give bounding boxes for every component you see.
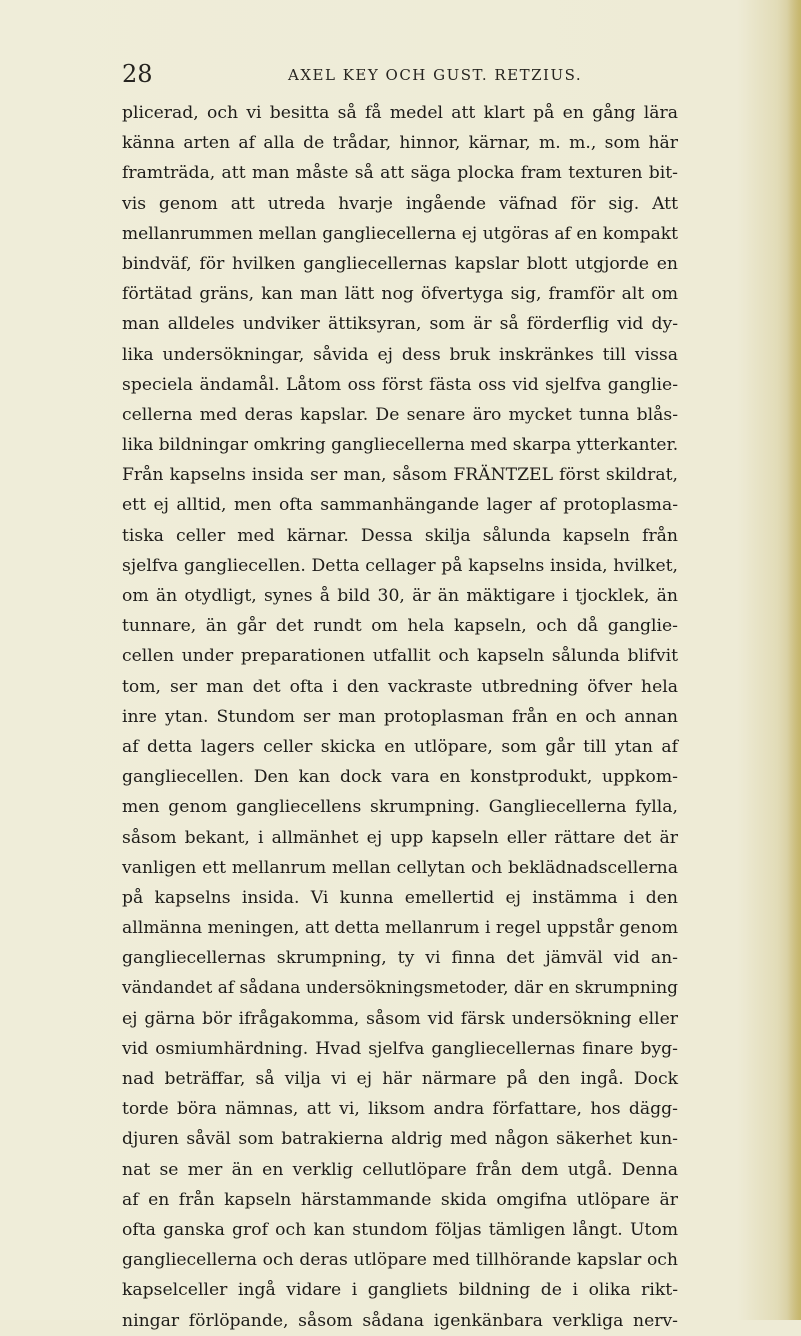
- text-line: cellen under preparationen utfallit och kapseln sålunda blifvit: [122, 646, 678, 667]
- text-line: tiska celler med kärnar. Dessa skilja sålunda kapseln från: [122, 525, 678, 546]
- text-line: af en från kapseln härstammande skida omgifna utlöpare är: [122, 1189, 678, 1210]
- text-line: gangliecellen. Den kan dock vara en konstprodukt, uppkom-: [122, 767, 678, 788]
- text-line: vis genom att utreda hvarje ingående väfnad för sig. Att: [122, 193, 678, 214]
- text-line: plicerad, och vi besitta så få medel att klart på en gång lära: [122, 103, 678, 123]
- text-line: speciela ändamål. Låtom oss först fästa oss vid sjelfva ganglie-: [122, 374, 678, 395]
- text-line: nat se mer än en verklig cellutlöpare från dem utgå. Denna: [122, 1159, 678, 1180]
- text-line: framträda, att man måste så att säga plocka fram texturen bit-: [122, 163, 678, 184]
- text-line: tunnare, än går det rundt om hela kapseln, och då ganglie-: [122, 616, 678, 637]
- text-line: Från kapselns insida ser man, såsom FRÄNTZEL först skildrat,: [122, 465, 678, 486]
- text-line: känna arten af alla de trådar, hinnor, kärnar, m. m., som här: [122, 133, 678, 154]
- text-line: man alldeles undviker ättiksyran, som är så förderflig vid dy-: [122, 314, 678, 335]
- page-edge-shadow: [787, 0, 801, 1320]
- text-line: djuren såväl som batrakierna aldrig med någon säkerhet kun-: [122, 1129, 678, 1150]
- text-line: gangliecellerna och deras utlöpare med tillhörande kapslar och: [122, 1250, 678, 1271]
- text-line: tom, ser man det ofta i den vackraste utbredning öfver hela: [122, 676, 678, 697]
- text-line: vanligen ett mellanrum mellan cellytan och beklädnadscellerna: [122, 857, 678, 878]
- text-line: kapselceller ingå vidare i gangliets bildning de i olika rikt-: [122, 1280, 678, 1301]
- running-head: AXEL KEY OCH GUST. RETZIUS.: [288, 66, 583, 84]
- text-line: men genom gangliecellens skrumpning. Gangliecellerna fylla,: [122, 797, 678, 818]
- text-line: af detta lagers celler skicka en utlöpare, som går till ytan af: [122, 736, 678, 757]
- text-line: lika undersökningar, såvida ej dess bruk inskränkes till vissa: [122, 344, 678, 365]
- text-line: såsom bekant, i allmänhet ej upp kapseln eller rättare det är: [122, 827, 678, 848]
- body-text: [122, 98, 678, 1336]
- text-line: inre ytan. Stundom ser man protoplasman från en och annan: [122, 706, 678, 727]
- text-line: vändandet af sådana undersökningsmetoder, där en skrumpning: [122, 978, 678, 999]
- text-line: bindväf, för hvilken gangliecellernas kapslar blott utgjorde en: [122, 253, 678, 274]
- text-line: ningar förlöpande, såsom sådana igenkänbara verkliga nerv-: [122, 1310, 678, 1331]
- text-line: vid osmiumhärdning. Hvad sjelfva gangliecellernas finare byg-: [122, 1038, 678, 1059]
- text-line: ofta ganska grof och kan stundom följas tämligen långt. Utom: [122, 1219, 678, 1240]
- page-header: [122, 60, 682, 90]
- text-line: ej gärna bör ifrågakomma, såsom vid färsk undersökning eller: [122, 1008, 678, 1029]
- text-line: allmänna meningen, att detta mellanrum i regel uppstår genom: [122, 918, 679, 939]
- text-line: nad beträffar, så vilja vi ej här närmare på den ingå. Dock: [122, 1069, 678, 1089]
- text-line: om än otydligt, synes å bild 30, är än mäktigare i tjocklek, än: [122, 586, 678, 606]
- text-line: på kapselns insida. Vi kunna emellertid ej instämma i den: [122, 887, 678, 908]
- text-line: gangliecellernas skrumpning, ty vi finna det jämväl vid an-: [122, 948, 678, 969]
- page-number: 28: [122, 60, 153, 88]
- text-line: cellerna med deras kapslar. De senare äro mycket tunna blås-: [122, 404, 678, 425]
- text-line: förtätad gräns, kan man lätt nog öfvertyga sig, framför alt om: [122, 284, 678, 305]
- text-line: torde böra nämnas, att vi, liksom andra författare, hos dägg-: [122, 1099, 678, 1120]
- text-line: ett ej alltid, men ofta sammanhängande lager af protoplasma-: [122, 495, 678, 516]
- text-line: sjelfva gangliecellen. Detta cellager på kapselns insida, hvilket,: [122, 555, 678, 576]
- text-line: mellanrummen mellan gangliecellerna ej utgöras af en kompakt: [122, 223, 678, 244]
- text-line: lika bildningar omkring gangliecellerna med skarpa ytterkanter.: [122, 435, 679, 456]
